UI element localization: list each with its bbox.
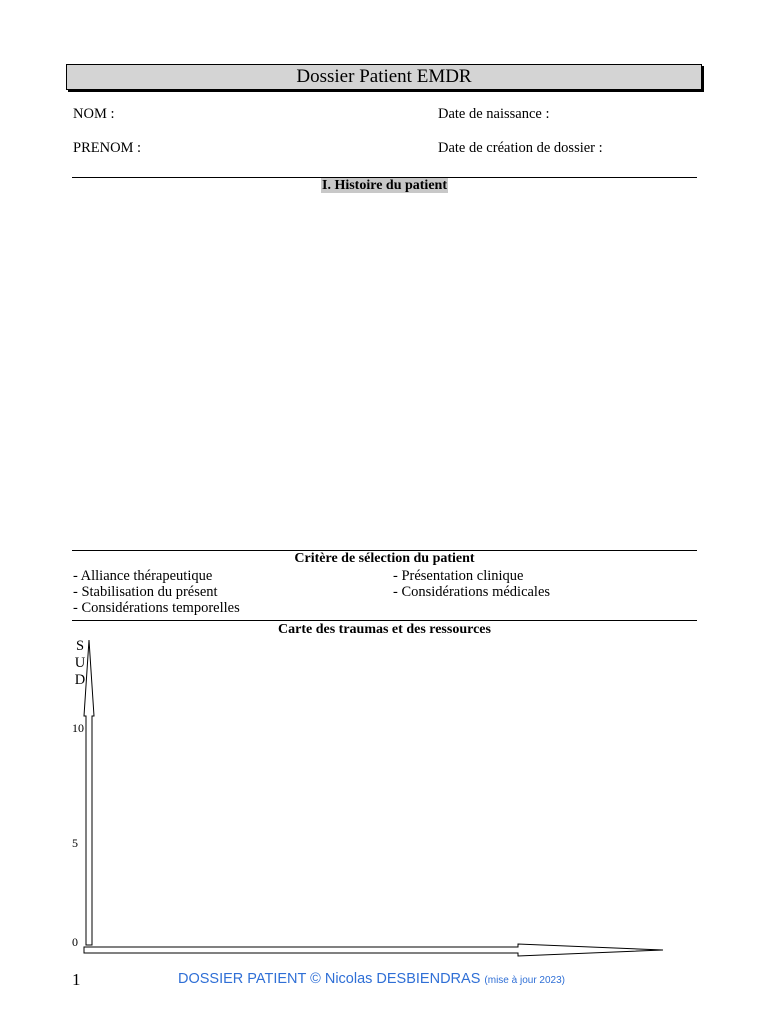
date-naissance-label: Date de naissance : bbox=[438, 106, 550, 122]
criteria-item: - Alliance thérapeutique bbox=[73, 568, 213, 584]
date-creation-label: Date de création de dossier : bbox=[438, 140, 603, 156]
axis-letter: D bbox=[74, 672, 86, 688]
nom-label: NOM : bbox=[73, 106, 115, 122]
up-arrow-icon bbox=[84, 640, 94, 945]
tick-label-5: 5 bbox=[72, 836, 78, 850]
tick-label-0: 0 bbox=[72, 935, 78, 949]
criteria-item: - Stabilisation du présent bbox=[73, 584, 218, 600]
axis-letter: U bbox=[74, 655, 86, 671]
tick-label-10: 10 bbox=[72, 721, 84, 735]
footer-update-note: (mise à jour 2023) bbox=[484, 975, 565, 986]
page-title: Dossier Patient EMDR bbox=[66, 64, 702, 90]
criteria-item: - Considérations médicales bbox=[393, 584, 551, 600]
criteria-heading: Critère de sélection du patient bbox=[294, 551, 475, 566]
section-histoire-title: I. Histoire du patient bbox=[322, 178, 447, 193]
map-heading: Carte des traumas et des ressources bbox=[278, 622, 491, 637]
right-arrow-icon bbox=[84, 944, 663, 956]
horizontal-axis-arrow bbox=[84, 944, 663, 956]
footer-copyright bbox=[178, 971, 565, 987]
criteria-item: - Présentation clinique bbox=[393, 568, 524, 584]
criteria-item: - Considérations temporelles bbox=[73, 600, 240, 616]
axis-letter: S bbox=[75, 638, 85, 654]
vertical-axis-arrow bbox=[84, 640, 94, 945]
prenom-label: PRENOM : bbox=[73, 140, 142, 156]
footer-text: DOSSIER PATIENT © Nicolas DESBIENDRAS bbox=[178, 971, 481, 987]
page-number: 1 bbox=[72, 970, 81, 989]
